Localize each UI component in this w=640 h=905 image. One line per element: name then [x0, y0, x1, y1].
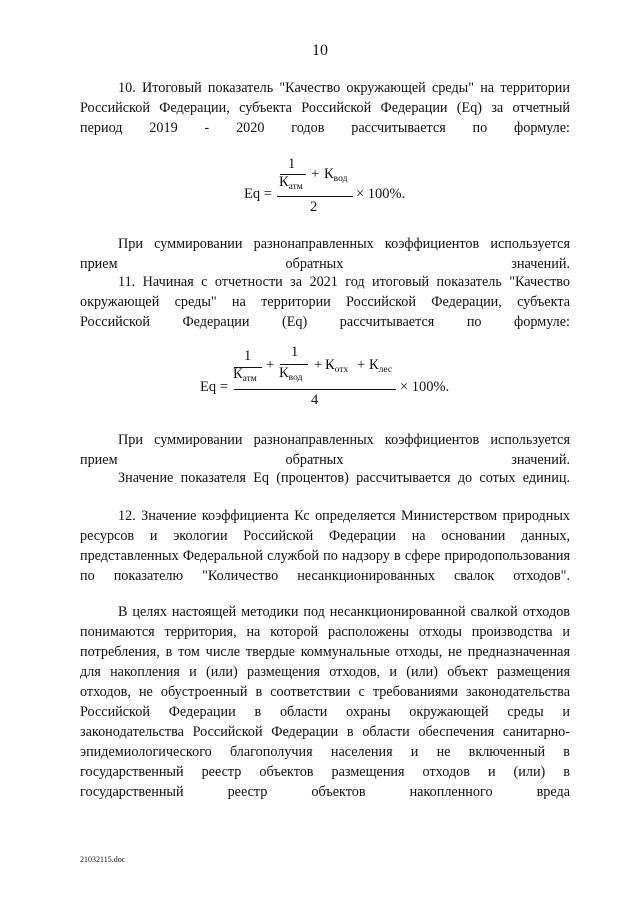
- formula2-plus-1: +: [266, 357, 275, 373]
- paragraph-11: 11. Начиная с отчетности за 2021 год итоговый показатель "Качество окружающей среды" на территории Российской Федерации, субъекта Российской Федерации (Eq) рассчитывается по формуле:: [80, 274, 570, 330]
- formula2-plus-3: +: [357, 357, 366, 373]
- formula2-denominator: 4: [311, 392, 319, 408]
- formula2-plus-2: +: [314, 357, 323, 373]
- formula2-k-vod: $К_{вод}$: [279, 365, 303, 383]
- formula1-denominator: 2: [310, 199, 318, 215]
- formula2-main-fraction-line: [234, 389, 396, 390]
- formula2-k-otx: $К_{отх}$: [325, 357, 349, 375]
- formula2-times: × 100%.: [400, 379, 450, 395]
- paragraph-sum-1: При суммировании разнонаправленных коэффициентов используется прием обратных значений.: [80, 236, 570, 272]
- formula2-k-atm: $К_{атм}$: [233, 366, 257, 384]
- paragraph-round: Значение показателя Eq (процентов) рассчитывается до сотых единиц.: [118, 470, 570, 486]
- paragraph-sum-2: При суммировании разнонаправленных коэффициентов используется прием обратных значений.: [80, 432, 570, 468]
- formula1-lhs: Eq =: [244, 186, 272, 202]
- formula1-main-fraction-line: [277, 196, 353, 197]
- file-name-footer: 21032115.doc: [80, 855, 126, 864]
- paragraph-12: 12. Значение коэффициента Кс определяется Министерством природных ресурсов и экологии Российской Федерации на основании данных, представленных Федеральной службой по надзору в сфере природопользования по показателю "Количество несанкционированных свалок отходов".: [80, 508, 570, 584]
- formula2-one-a: 1: [244, 348, 252, 364]
- formula1-plus: +: [311, 166, 320, 182]
- page-number: 10: [312, 42, 328, 59]
- formula1-k-vod: $К_{вод}$: [324, 166, 348, 184]
- formula1-times: × 100%.: [356, 186, 406, 202]
- paragraph-10: 10. Итоговый показатель "Качество окружающей среды" на территории Российской Федерации, субъекта Российской Федерации (Eq) за отчетный период 2019 - 2020 годов рассчитывается по формуле:: [80, 80, 570, 136]
- paragraph-definition: В целях настоящей методики под несанкционированной свалкой отходов понимаются территория, на которой расположены отходы производства и потребления, в том числе твердые коммунальные отходы, не предназначенная для накопления и (или) размещения отходов, и (или) объект размещения отходов, не обустроенный в соответствии с требованиями законодательства Российской Федерации в области охраны окружающей среды и законодательства Российской Федерации в области обеспечения санитарно-эпидемиологического благополучия населения и не включенный в государственный реестр объектов размещения отходов и (или) в государственный реестр объектов накопленного вреда: [80, 604, 570, 800]
- formula2-one-b: 1: [291, 344, 299, 360]
- formula2-lhs: Eq =: [200, 379, 228, 395]
- formula1-one: 1: [288, 156, 296, 172]
- formula2-k-les: $К_{лес}$: [369, 357, 393, 375]
- formula1-k-atm: $К_{атм}$: [279, 174, 303, 192]
